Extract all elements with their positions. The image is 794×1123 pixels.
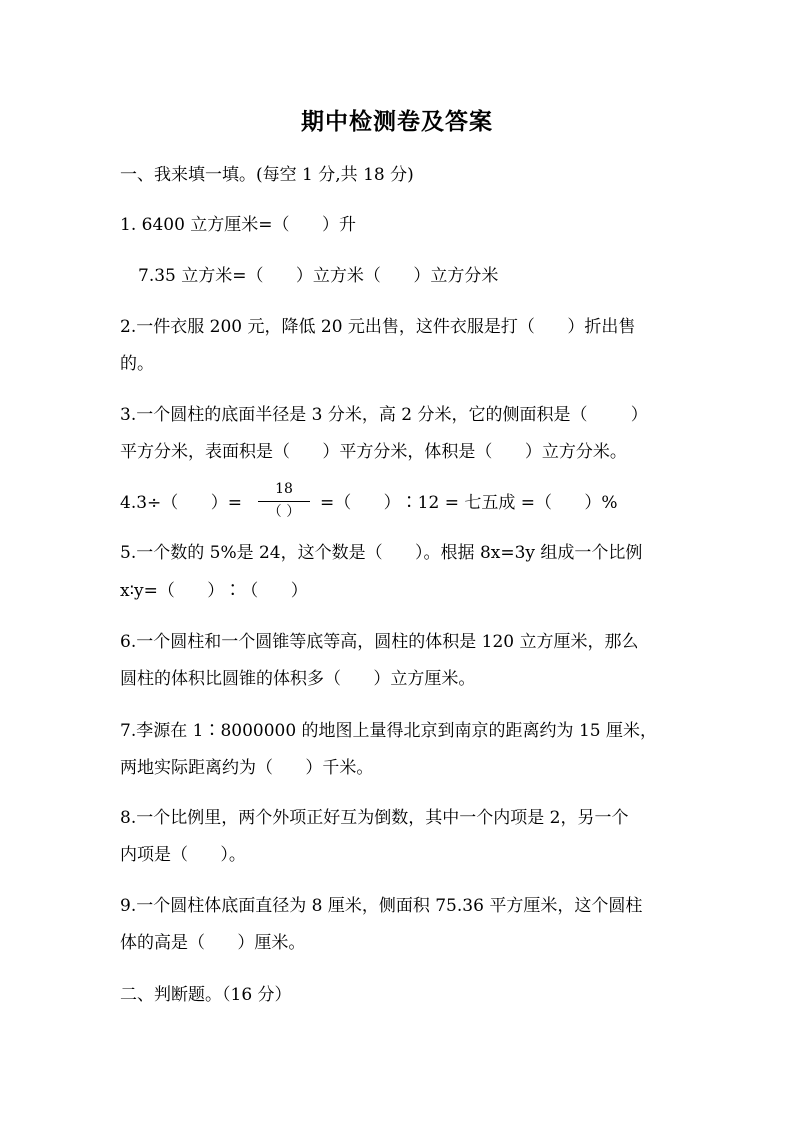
question-8-line-2: 内项是（ ）。 <box>120 845 246 865</box>
fraction-numerator: 18 <box>275 481 293 497</box>
question-9-line-2: 体的高是（ ）厘米。 <box>120 933 306 953</box>
fraction-denominator: （ ） <box>267 504 301 520</box>
question-4-right: =（ ）∶12 = 七五成 =（ ）% <box>320 493 618 513</box>
page-title: 期中检测卷及答案 <box>301 108 493 135</box>
question-2-line-1: 2.一件衣服 200 元，降低 20 元出售，这件衣服是打（ ）折出售 <box>120 317 636 337</box>
question-6-line-1: 6.一个圆柱和一个圆锥等底等高，圆柱的体积是 120 立方厘米，那么 <box>120 632 639 652</box>
question-2-line-2: 的。 <box>120 354 154 374</box>
question-9-line-1: 9.一个圆柱体底面直径为 8 厘米，侧面积 75.36 平方厘米，这个圆柱 <box>120 896 643 916</box>
section-2-heading: 二、判断题。（16 分） <box>120 985 292 1005</box>
question-8-line-1: 8.一个比例里，两个外项正好互为倒数，其中一个内项是 2，另一个 <box>120 808 629 828</box>
fraction-bar <box>258 501 310 502</box>
section-1-heading: 一、我来填一填。(每空 1 分,共 18 分) <box>120 165 414 185</box>
question-3-line-1: 3.一个圆柱的底面半径是 3 分米，高 2 分米，它的侧面积是（ ） <box>120 405 648 425</box>
question-4-left: 4.3÷（ ）= <box>120 493 242 513</box>
question-6-line-2: 圆柱的体积比圆锥的体积多（ ）立方厘米。 <box>120 669 476 689</box>
question-4-fraction <box>254 480 314 524</box>
question-1-line-2: 7.35 立方米=（ ）立方米（ ）立方分米 <box>138 266 499 286</box>
question-5-line-1: 5.一个数的 5%是 24，这个数是（ ）。根据 8x=3y 组成一个比例 <box>120 543 643 563</box>
question-1-line-1: 1. 6400 立方厘米=（ ）升 <box>120 215 356 235</box>
question-7-line-1: 7.李源在 1∶8000000 的地图上量得北京到南京的距离约为 15 厘米， <box>120 721 657 741</box>
question-7-line-2: 两地实际距离约为（ ）千米。 <box>120 758 374 778</box>
question-5-line-2: x∶y=（ ）∶（ ） <box>120 581 308 601</box>
question-3-line-2: 平方分米，表面积是（ ）平方分米，体积是（ ）立方分米。 <box>120 442 627 462</box>
